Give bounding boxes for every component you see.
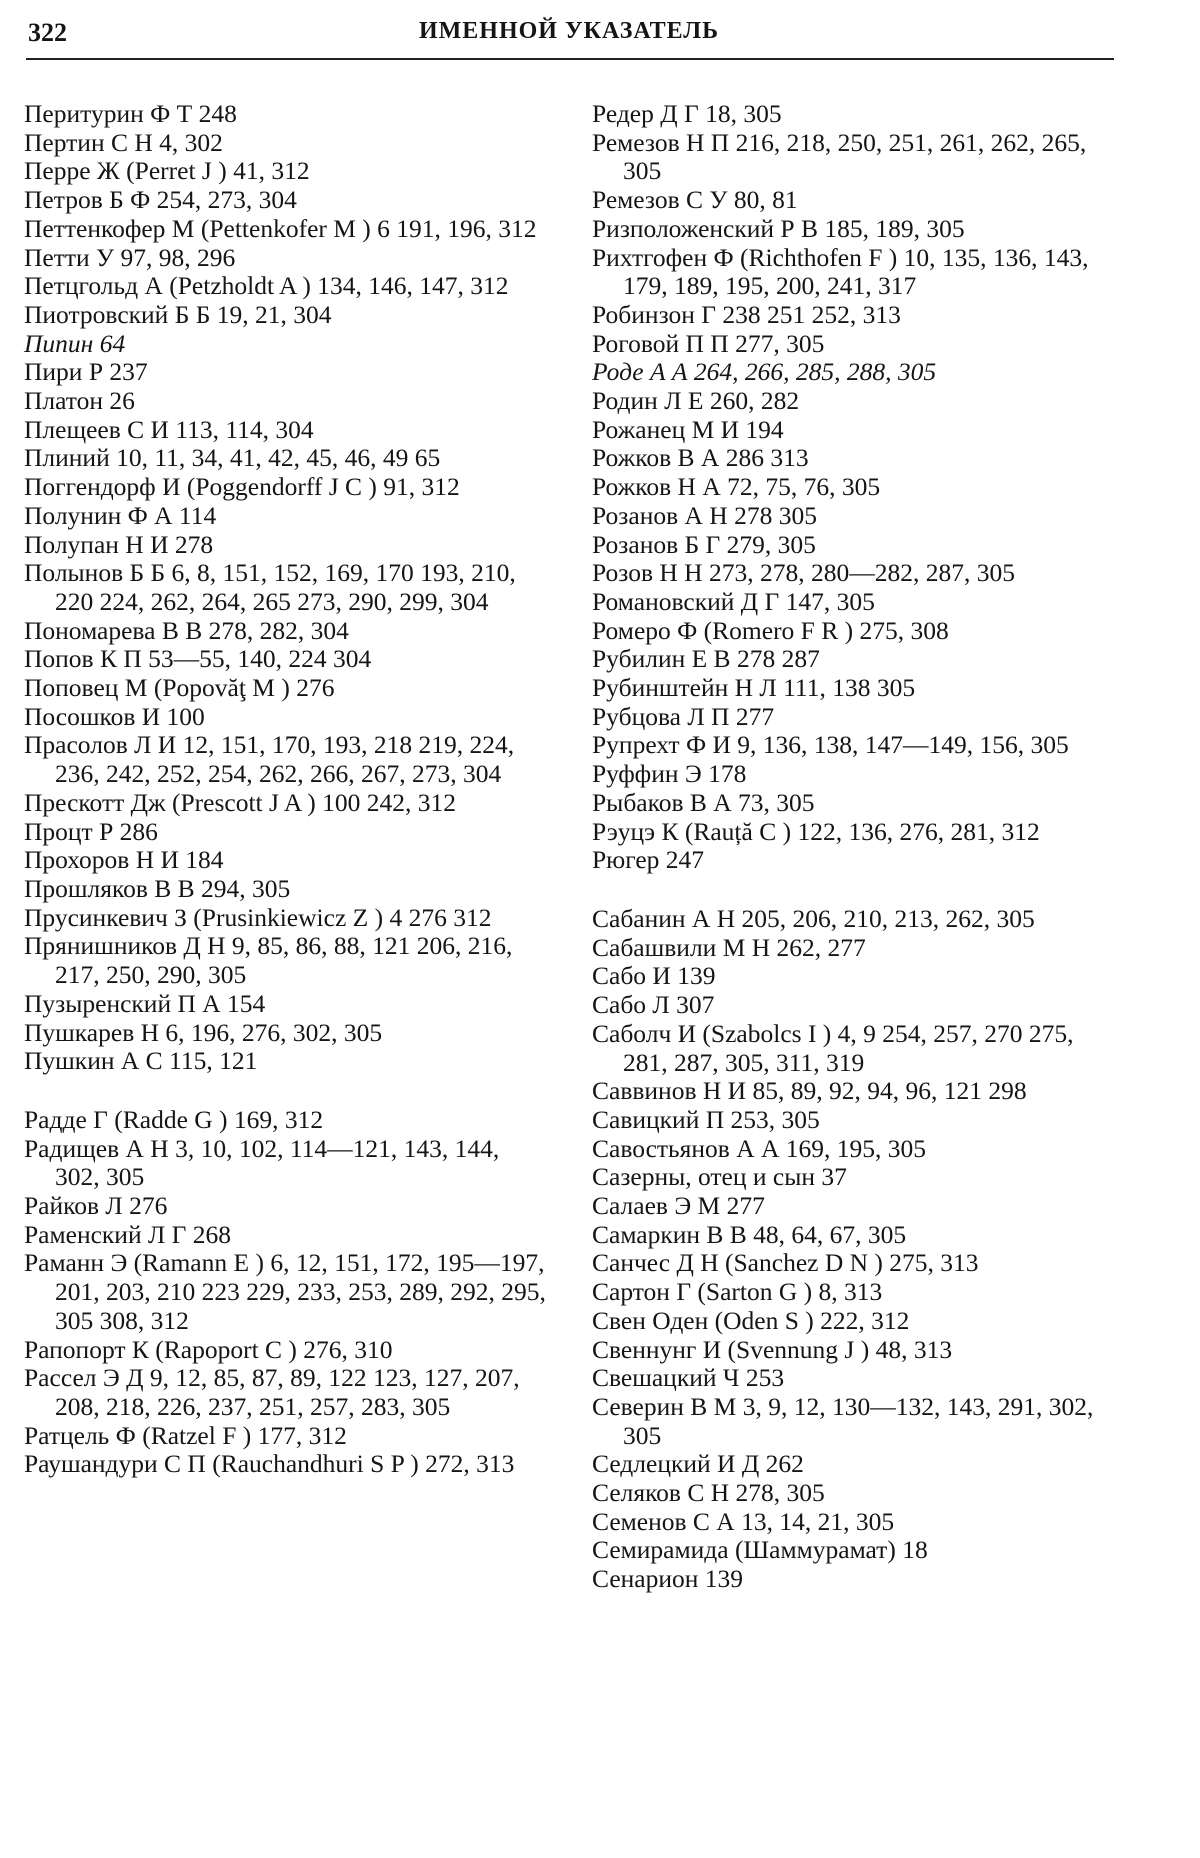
index-entry: Пиотровский Б Б 19, 21, 304 <box>24 299 332 329</box>
index-entry: Плиний 10, 11, 34, 41, 42, 45, 46, 49 65 <box>24 443 441 473</box>
index-entry: Пушкин А С 115, 121 <box>24 1046 258 1076</box>
index-entry: Перре Ж (Perret J ) 41, 312 <box>24 156 310 186</box>
index-entry: Пономарева В В 278, 282, 304 <box>24 615 349 645</box>
index-entry: Сабо Л 307 <box>592 990 715 1020</box>
index-entry: Пертин С Н 4, 302 <box>24 127 223 157</box>
index-entry: Поповец М (Popovăţ M ) 276 <box>24 673 335 703</box>
index-entry: Санчес Д Н (Sanchez D N ) 275, 313 <box>592 1248 979 1278</box>
index-entry: Сабо И 139 <box>592 961 716 991</box>
index-entry: Семирамида (Шаммурамат) 18 <box>592 1535 928 1565</box>
index-entry: Савицкий П 253, 305 <box>592 1104 820 1134</box>
index-entry: Пушкарев Н 6, 196, 276, 302, 305 <box>24 1017 383 1047</box>
header-rule <box>26 58 1114 60</box>
index-entry: Салаев Э М 277 <box>592 1191 765 1221</box>
index-entry: Петтенкофер М (Pettenkofer M ) 6 191, 196, 312 <box>24 213 537 243</box>
index-entry: Радде Г (Radde G ) 169, 312 <box>24 1104 324 1134</box>
index-entry: Пузыренский П А 154 <box>24 988 266 1018</box>
index-entry: Родин Л Е 260, 282 <box>592 386 800 416</box>
index-entry: Рихтгофен Ф (Richthofen F ) 10, 135, 136, 143, 179, 189, 195, 200, 241, 317 <box>592 242 1089 301</box>
index-entry: Ремезов С У 80, 81 <box>592 185 798 215</box>
index-entry: Пири Р 237 <box>24 357 148 387</box>
index-entry: Седлецкий И Д 262 <box>592 1449 804 1479</box>
index-entry: Свеннунг И (Svennung J ) 48, 313 <box>592 1334 953 1364</box>
index-entry: Полынов Б Б 6, 8, 151, 152, 169, 170 193, 210, 220 224, 262, 264, 265 273, 290, 299, 304 <box>24 558 516 616</box>
index-entry: Перитурин Ф Т 248 <box>24 99 237 128</box>
index-entry: Поггендорф И (Poggendorff J C ) 91, 312 <box>24 472 460 502</box>
index-entry: Посошков И 100 <box>24 701 205 731</box>
index-entry: Сабанин А Н 205, 206, 210, 213, 262, 305 <box>592 903 1035 933</box>
index-entry: Раманн Э (Ramann E ) 6, 12, 151, 172, 195—197, 201, 203, 210 223 229, 233, 253, 289, 292, 295, 305 308, 312 <box>24 1248 546 1335</box>
index-entry: Платон 26 <box>24 386 135 416</box>
index-entry: Плещеев С И 113, 114, 304 <box>24 414 314 444</box>
index-entry: Прескотт Дж (Prescott J A ) 100 242, 312 <box>24 787 457 817</box>
index-entry: Рюгер 247 <box>592 845 705 875</box>
index-entry: Семенов С А 13, 14, 21, 305 <box>592 1506 895 1536</box>
index-column-left <box>24 100 549 1479</box>
index-entry: Рубилин Е В 278 287 <box>592 644 820 674</box>
index-entry: Савостьянов А А 169, 195, 305 <box>592 1133 927 1163</box>
index-entry: Розанов А Н 278 305 <box>592 500 817 530</box>
index-entry: Селяков С Н 278, 305 <box>592 1478 825 1508</box>
index-entry: Редер Д Г 18, 305 <box>592 99 782 128</box>
page-number: 322 <box>28 18 67 47</box>
index-entry: Рубинштейн Н Л 111, 138 305 <box>592 673 916 703</box>
index-entry: Саввинов Н И 85, 89, 92, 94, 96, 121 298 <box>592 1076 1027 1106</box>
index-entry: Рожков В А 286 313 <box>592 443 809 473</box>
index-entry: Прянишников Д Н 9, 85, 86, 88, 121 206, 216, 217, 250, 290, 305 <box>24 931 513 990</box>
index-entry: Рубцова Л П 277 <box>592 701 775 731</box>
index-entry: Рожков Н А 72, 75, 76, 305 <box>592 472 881 502</box>
index-entry: Рыбаков В А 73, 305 <box>592 787 815 817</box>
index-entry: Попов К П 53—55, 140, 224 304 <box>24 644 372 674</box>
page-header <box>24 14 1114 54</box>
index-entry: Руффин Э 178 <box>592 759 747 789</box>
index-entry: Сабашвили М Н 262, 277 <box>592 932 866 962</box>
index-entry: Ризположенский Р В 185, 189, 305 <box>592 213 965 243</box>
index-entry: Ратцель Ф (Ratzel F ) 177, 312 <box>24 1420 347 1450</box>
index-entry: Процт Р 286 <box>24 816 158 846</box>
index-entry: Свен Оден (Oden S ) 222, 312 <box>592 1305 910 1335</box>
index-entry: Раушандури С П (Rauchandhuri S P ) 272, 313 <box>24 1449 515 1479</box>
index-entry: Самаркин В В 48, 64, 67, 305 <box>592 1219 907 1249</box>
index-entry: Рэуцэ К (Rauță C ) 122, 136, 276, 281, 312 <box>592 816 1040 846</box>
index-entry: Прасолов Л И 12, 151, 170, 193, 218 219, 224, 236, 242, 252, 254, 262, 266, 267, 273, 304 <box>24 730 515 789</box>
index-entry: Розов Н Н 273, 278, 280—282, 287, 305 <box>592 558 1015 588</box>
index-column-right <box>592 100 1117 1594</box>
index-entry: Полупан Н И 278 <box>24 529 214 559</box>
index-entry: Пипин 64 <box>24 328 126 358</box>
index-entry: Петти У 97, 98, 296 <box>24 242 236 272</box>
index-entry: Прохоров Н И 184 <box>24 845 224 875</box>
index-entry: Ремезов Н П 216, 218, 250, 251, 261, 262, 265, 305 <box>592 127 1087 186</box>
index-entry: Свешацкий Ч 253 <box>592 1363 785 1393</box>
index-entry: Розанов Б Г 279, 305 <box>592 529 816 559</box>
index-entry: Полунин Ф А 114 <box>24 500 217 530</box>
index-entry: Роговой П П 277, 305 <box>592 328 825 358</box>
running-title: ИМЕННОЙ УКАЗАТЕЛЬ <box>418 18 720 44</box>
index-entry: Романовский Д Г 147, 305 <box>592 586 875 616</box>
index-entry: Прусинкевич З (Prusinkiewicz Z ) 4 276 312 <box>24 902 492 932</box>
index-entry: Робинзон Г 238 251 252, 313 <box>592 299 901 329</box>
index-entry: Петров Б Ф 254, 273, 304 <box>24 185 297 215</box>
index-entry: Радищев А Н 3, 10, 102, 114—121, 143, 144, 302, 305 <box>24 1133 500 1192</box>
index-entry: Раменский Л Г 268 <box>24 1219 232 1249</box>
index-entry: Рожанец М И 194 <box>592 414 784 444</box>
index-entry: Сазерны, отец и сын 37 <box>592 1162 847 1192</box>
index-entry: Сартон Г (Sarton G ) 8, 313 <box>592 1277 883 1307</box>
index-entry: Рупрехт Ф И 9, 136, 138, 147—149, 156, 305 <box>592 730 1069 760</box>
index-entry: Рапопорт К (Rapoport C ) 276, 310 <box>24 1334 393 1364</box>
index-entry: Петцгольд А (Petzholdt A ) 134, 146, 147, 312 <box>24 271 509 301</box>
index-entry: Роде А А 264, 266, 285, 288, 305 <box>592 357 937 387</box>
index-entry: Ромеро Ф (Romero F R ) 275, 308 <box>592 615 949 645</box>
index-entry: Сенарион 139 <box>592 1564 744 1594</box>
index-entry: Северин В М 3, 9, 12, 130—132, 143, 291, 302, 305 <box>592 1391 1094 1450</box>
index-entry: Рассел Э Д 9, 12, 85, 87, 89, 122 123, 127, 207, 208, 218, 226, 237, 251, 257, 283, 305 <box>24 1363 520 1421</box>
index-entry: Саболч И (Szabolcs I ) 4, 9 254, 257, 270 275, 281, 287, 305, 311, 319 <box>592 1018 1074 1077</box>
index-entry: Прошляков В В 294, 305 <box>24 873 291 903</box>
index-entry: Райков Л 276 <box>24 1191 168 1221</box>
